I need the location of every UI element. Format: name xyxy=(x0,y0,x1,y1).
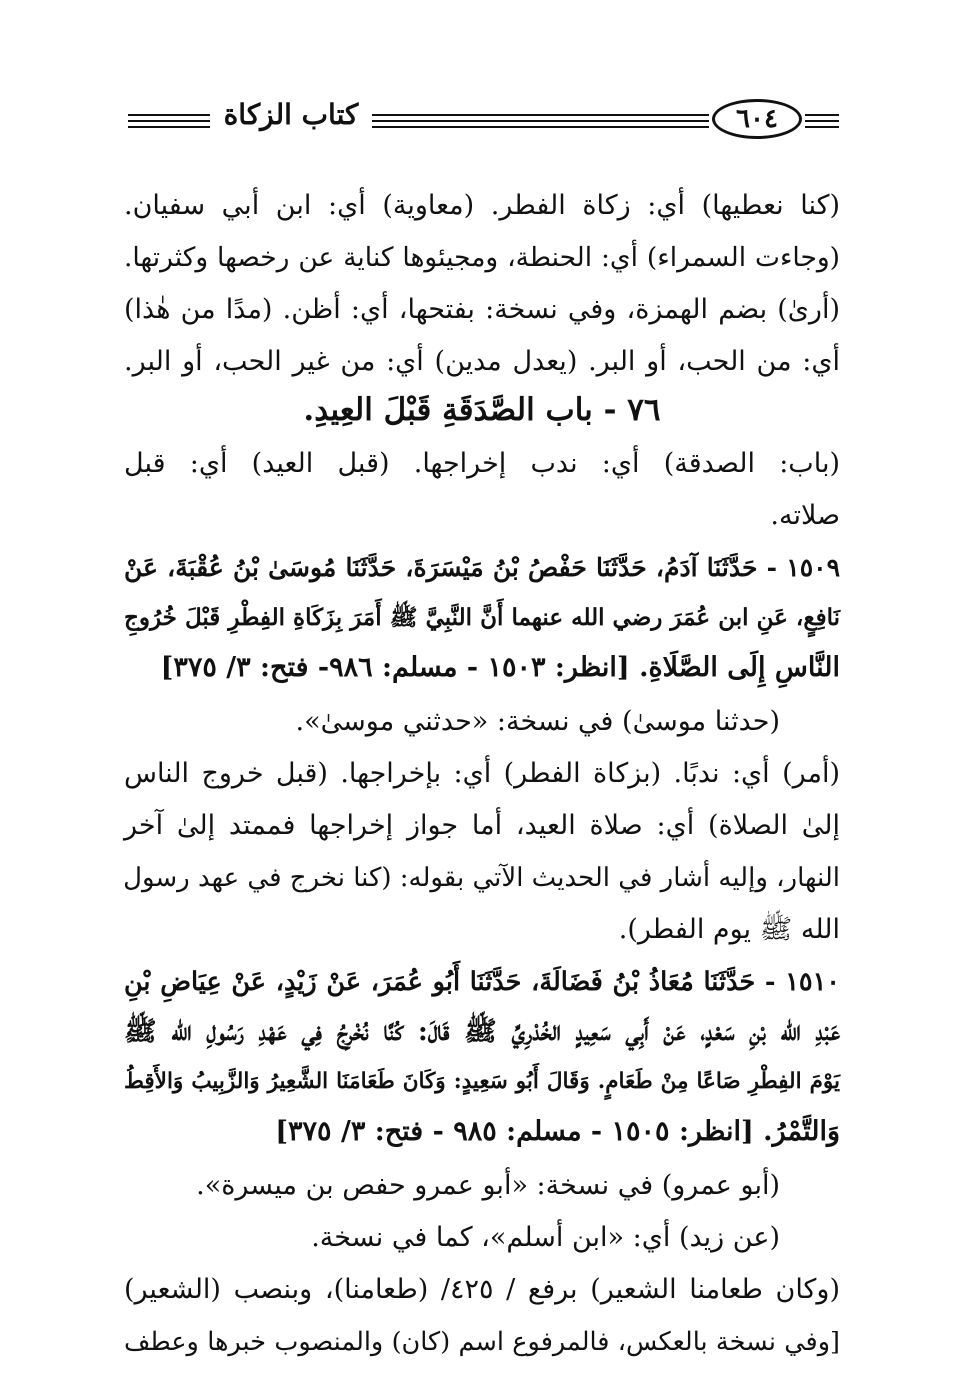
text-line: الله ﷺ يوم الفطر). xyxy=(618,914,840,945)
text-line: صلاته. xyxy=(770,500,840,531)
hadith-line: ١٥١٠ - حَدَّثَنَا مُعَاذُ بْنُ فَضَالَةَ، حَدَّثَنَا أَبُو عُمَرَ، عَنْ زَيْدٍ، عَنْ عِيَاضِ بْنِ xyxy=(124,967,840,997)
text-line: (عن زيد) أي: «ابن أسلم»، كما في نسخة. xyxy=(311,1222,780,1253)
running-title: كتاب الزكاة xyxy=(223,98,359,131)
hadith-line: يَوْمَ الفِطْرِ صَاعًا مِنْ طَعَامٍ. وَقَالَ أَبُو سَعِيدٍ: وَكَانَ طَعَامَنَا الشَّعِيرُ وَالزَّبِيبُ وَالأَقِطُ xyxy=(124,1069,840,1094)
text-line: (كنا نعطيها) أي: زكاة الفطر. (معاوية) أي: ابن أبي سفيان. xyxy=(124,190,840,221)
hadith-line: وَالتَّمْرُ. [انظر: ١٥٠٥ - مسلم: ٩٨٥ - فتح: ٣/ ٣٧٥] xyxy=(275,1116,840,1147)
text-line: (أمر) أي: ندبًا. (بزكاة الفطر) أي: بإخراجها. (قبل خروج الناس xyxy=(124,758,840,789)
hadith-line: نَافِعٍ، عَنِ ابن عُمَرَ رضي الله عنهما أَنَّ النَّبِيَّ ﷺ أَمَرَ بِزَكَاةِ الفِطْرِ قَبْلَ خُرُوجِ xyxy=(124,604,840,631)
text-line: (حدثنا موسىٰ) في نسخة: «حدثني موسىٰ». xyxy=(295,706,780,737)
text-line: (وجاءت السمراء) أي: الحنطة، ومجيئوها كناية عن رخصها وكثرتها. xyxy=(124,242,840,273)
text-line: إلىٰ الصلاة) أي: صلاة العيد، أما جواز إخراجها فممتد إلىٰ آخر xyxy=(124,810,840,841)
header-rule-left xyxy=(128,114,210,116)
header-rule-middle xyxy=(372,114,709,116)
text-line: (وكان طعامنا الشعير) برفع / ٤٢٥/ (طعامنا)، وبنصب (الشعير) xyxy=(124,1274,840,1305)
text-line: [وفي نسخة بالعكس، فالمرفوع اسم (كان) والمنصوب خبرها وعطف xyxy=(124,1327,840,1357)
hadith-line: النَّاسِ إِلَى الصَّلَاةِ. [انظر: ١٥٠٣ - مسلم: ٩٨٦- فتح: ٣/ ٣٧٥] xyxy=(160,652,840,683)
page-number: ٦٠٤ xyxy=(736,104,778,134)
hadith-line: ١٥٠٩ - حَدَّثَنَا آدَمُ، حَدَّثَنَا حَفْصُ بْنُ مَيْسَرَةَ، حَدَّثَنَا مُوسَىٰ بْنُ عُقْبَةَ، عَنْ xyxy=(124,553,840,582)
header-rule-right xyxy=(805,114,839,116)
text-line: (باب: الصدقة) أي: ندب إخراجها. (قبل العيد) أي: قبل xyxy=(124,448,840,479)
text-line: (أبو عمرو) في نسخة: «أبو عمرو حفص بن ميسرة». xyxy=(196,1170,780,1201)
text-line: (أرىٰ) بضم الهمزة، وفي نسخة: بفتحها، أي: أظن. (مدًا من هٰذا) xyxy=(124,294,840,325)
text-line: أي: من الحب، أو البر. (يعدل مدين) أي: من غير الحب، أو البر. xyxy=(124,346,840,377)
page-number-oval xyxy=(712,99,802,139)
text-line: النهار، وإليه أشار في الحديث الآتي بقوله: (كنا نخرج في عهد رسول xyxy=(123,863,840,893)
chapter-heading: ٧٦ - باب الصَّدَقَةِ قَبْلَ العِيدِ. xyxy=(303,392,661,428)
hadith-line: عَبْدِ الله بْنِ سَعْدٍ، عَنْ أَبِي سَعِيدٍ الخُدْرِيِّ ﷺ قَالَ: كُنَّا نُخْرِجُ فِي عَهْدِ رَسُولِ الله ﷺ xyxy=(124,1016,840,1047)
